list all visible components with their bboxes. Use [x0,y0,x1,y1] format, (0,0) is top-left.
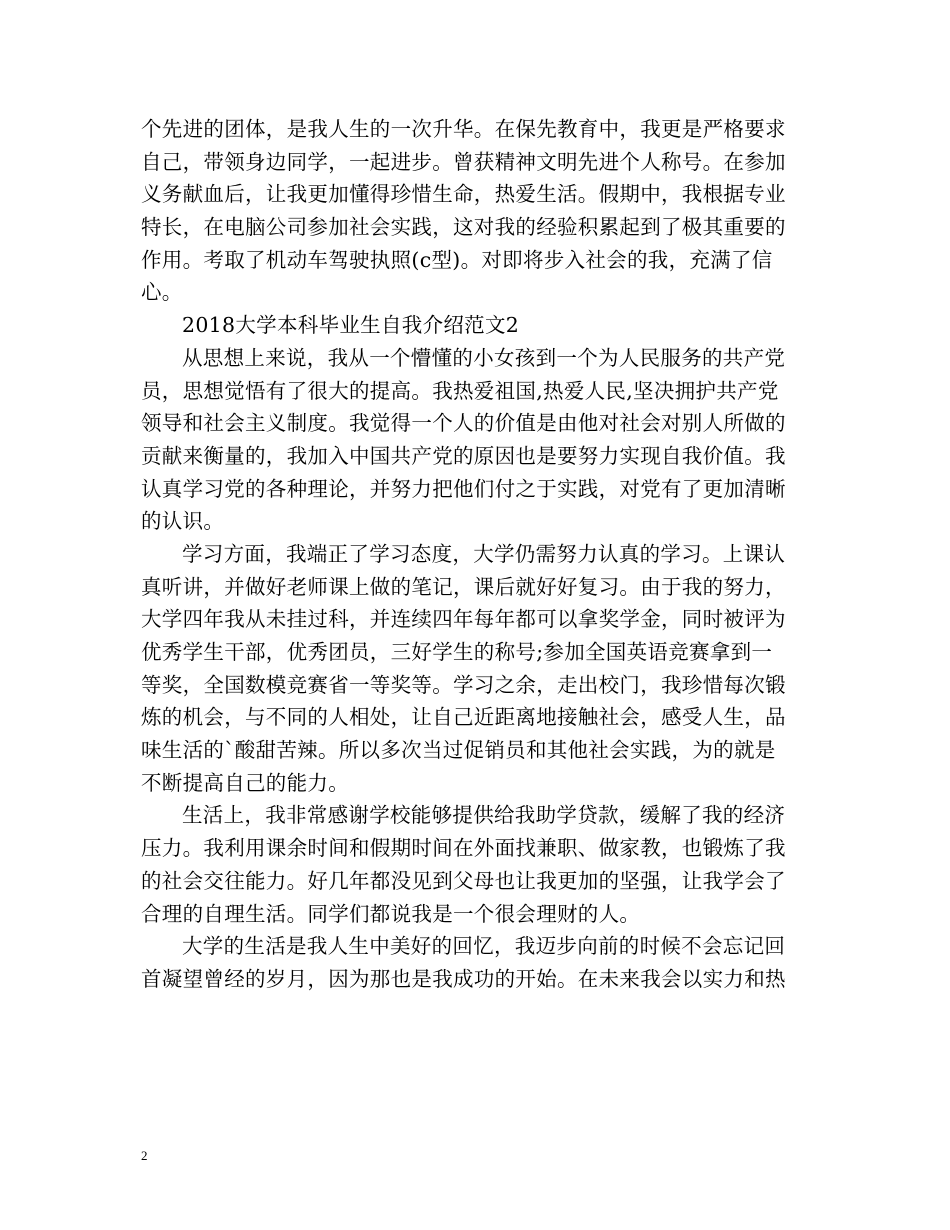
text-line: 生活上，我非常感谢学校能够提供给我助学贷款，缓解了我的经济 [182,803,786,828]
text-line: 领导和社会主义制度。我觉得一个人的价值是由他对社会对别人所做的 [141,411,786,436]
text-line: 首凝望曾经的岁月，因为那也是我成功的开始。在未来我会以实力和热 [141,966,786,991]
text-line: 的认识。 [141,509,225,534]
text-line: 大学的生活是我人生中美好的回忆，我迈步向前的时候不会忘记回 [182,934,786,959]
text-line: 从思想上来说，我从一个懵懂的小女孩到一个为人民服务的共产党 [182,345,786,370]
text-line: 真听讲，并做好老师课上做的笔记，课后就好好复习。由于我的努力， [141,574,786,599]
text-line: 员，思想觉悟有了很大的提高。我热爱祖国,热爱人民,坚决拥护共产党 [141,378,779,403]
text-line: 2018大学本科毕业生自我介绍范文2 [182,313,520,338]
text-line: 炼的机会，与不同的人相处，让自己近距离地接触社会，感受人生，品 [141,705,786,730]
text-line: 自己，带领身边同学，一起进步。曾获精神文明先进个人称号。在参加 [141,149,786,174]
text-line: 的社会交往能力。好几年都没见到父母也让我更加的坚强，让我学会了 [141,868,786,893]
text-line: 特长，在电脑公司参加社会实践，这对我的经验积累起到了极其重要的 [141,215,786,240]
text-line: 贡献来衡量的，我加入中国共产党的原因也是要努力实现自我价值。我 [141,443,786,468]
text-line: 个先进的团体，是我人生的一次升华。在保先教育中，我更是严格要求 [141,117,786,141]
text-line: 优秀学生干部，优秀团员，三好学生的称号;参加全国英语竞赛拿到一 [141,640,773,664]
text-line: 味生活的`酸甜苦辣。所以多次当过促销员和其他社会实践，为的就是 [141,738,776,763]
text-line: 大学四年我从未挂过科，并连续四年每年都可以拿奖学金，同时被评为 [141,607,786,632]
text-line: 等奖，全国数模竞赛省一等奖等。学习之余，走出校门，我珍惜每次锻 [141,672,786,697]
page-number: 2 [141,1148,148,1163]
text-line: 学习方面，我端正了学习态度，大学仍需努力认真的学习。上课认 [182,541,786,566]
text-line: 压力。我利用课余时间和假期时间在外面找兼职、做家教，也锻炼了我 [141,836,786,861]
text-line: 心。 [141,280,183,305]
text-line: 不断提高自己的能力。 [141,770,349,795]
text-line: 合理的自理生活。同学们都说我是一个很会理财的人。 [141,901,641,926]
body-text [141,113,817,996]
text-line: 认真学习党的各种理论，并努力把他们付之于实践，对党有了更加清晰 [141,476,786,501]
text-line: 作用。考取了机动车驾驶执照(c型)。对即将步入社会的我，充满了信 [141,247,773,272]
text-line: 义务献血后，让我更加懂得珍惜生命，热爱生活。假期中，我根据专业 [141,182,786,207]
